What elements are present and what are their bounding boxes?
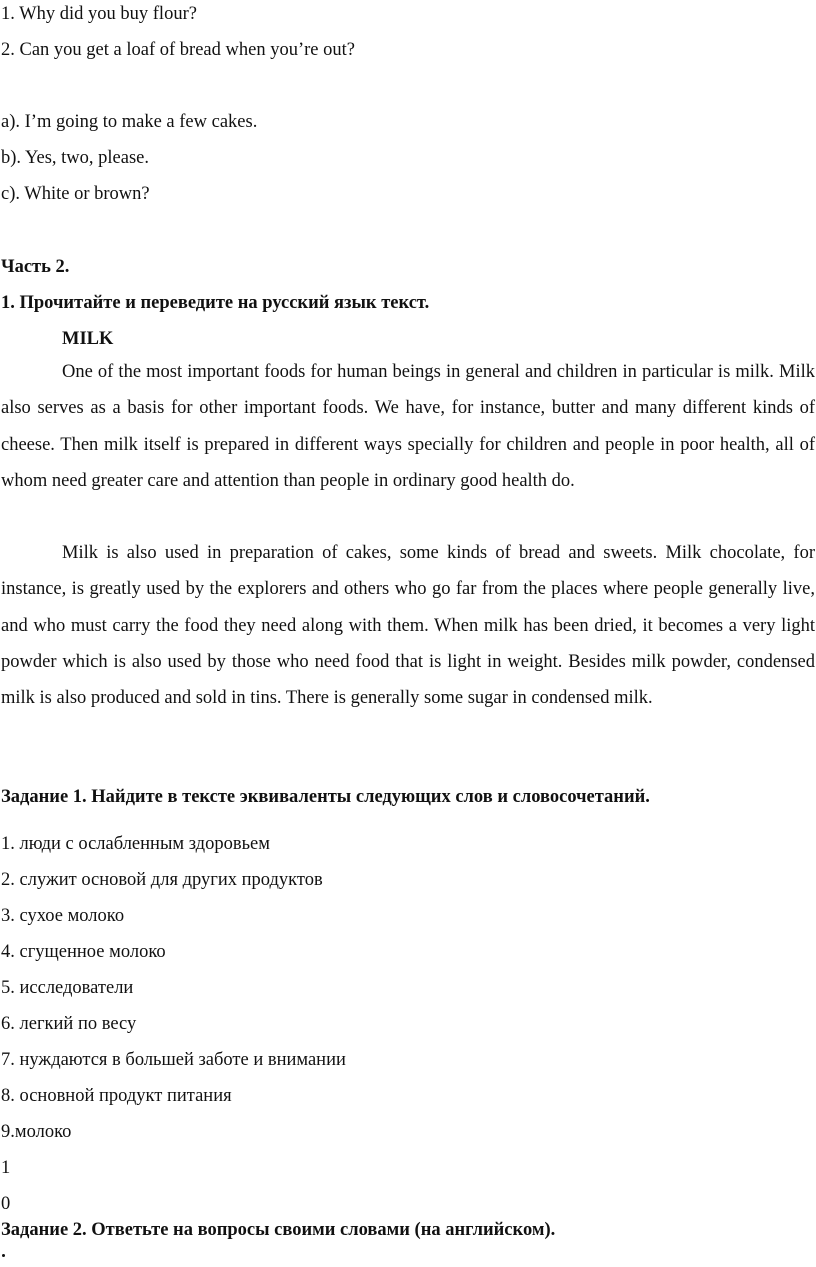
list-item: 5. исследователи bbox=[1, 978, 134, 998]
question-1: 1. Why did you buy flour? bbox=[1, 4, 197, 24]
part2-heading: Часть 2. bbox=[1, 257, 70, 277]
list-item-10-part2: 0 bbox=[1, 1194, 11, 1214]
task2-heading: Задание 2. Ответьте на вопросы своими словами (на английском). bbox=[1, 1220, 556, 1240]
text-title: MILK bbox=[62, 329, 114, 349]
paragraph-1 bbox=[1, 354, 815, 499]
part2-task: 1. Прочитайте и переведите на русский язык текст. bbox=[1, 293, 430, 313]
answer-c: c). White or brown? bbox=[1, 184, 150, 204]
answer-b: b). Yes, two, please. bbox=[1, 148, 149, 168]
list-item: 6. легкий по весу bbox=[1, 1014, 137, 1034]
list-item: 1. люди с ослабленным здоровьем bbox=[1, 834, 270, 854]
paragraph-2-text: Milk is also used in preparation of cakes, some kinds of bread and sweets. Milk chocolate, for instance, is greatly used by the explorers and others who go far from the places where people generally live, and who must carry the food they need along with them. When milk has been dried, it becomes a very light powder which is also used by those who need food that is light in weight. Besides milk powder, condensed milk is also produced and sold in tins. There is generally some sugar in condensed milk. bbox=[1, 543, 815, 709]
answer-a: a). I’m going to make a few cakes. bbox=[1, 112, 258, 132]
list-item: 9.молоко bbox=[1, 1122, 72, 1142]
list-item-10-part1: 1 bbox=[1, 1158, 11, 1178]
list-item: 3. сухое молоко bbox=[1, 906, 125, 926]
question-2: 2. Can you get a loaf of bread when you’re out? bbox=[1, 40, 355, 60]
list-item: 8. основной продукт питания bbox=[1, 1086, 232, 1106]
list-item: 7. нуждаются в большей заботе и внимании bbox=[1, 1050, 346, 1070]
list-item: 4. сгущенное молоко bbox=[1, 942, 166, 962]
paragraph-2 bbox=[1, 535, 815, 716]
task1-heading: Задание 1. Найдите в тексте эквиваленты следующих слов и словосочетаний. bbox=[1, 787, 650, 807]
stray-dot bbox=[2, 1254, 5, 1257]
paragraph-1-text: One of the most important foods for human beings in general and children in particular is milk. Milk also serves as a basis for other important foods. We have, for instance, butter and many different kinds of cheese. Then milk itself is prepared in different ways specially for children and people in poor health, all of whom need greater care and attention than people in ordinary good health do. bbox=[1, 362, 815, 491]
list-item: 2. служит основой для других продуктов bbox=[1, 870, 323, 890]
